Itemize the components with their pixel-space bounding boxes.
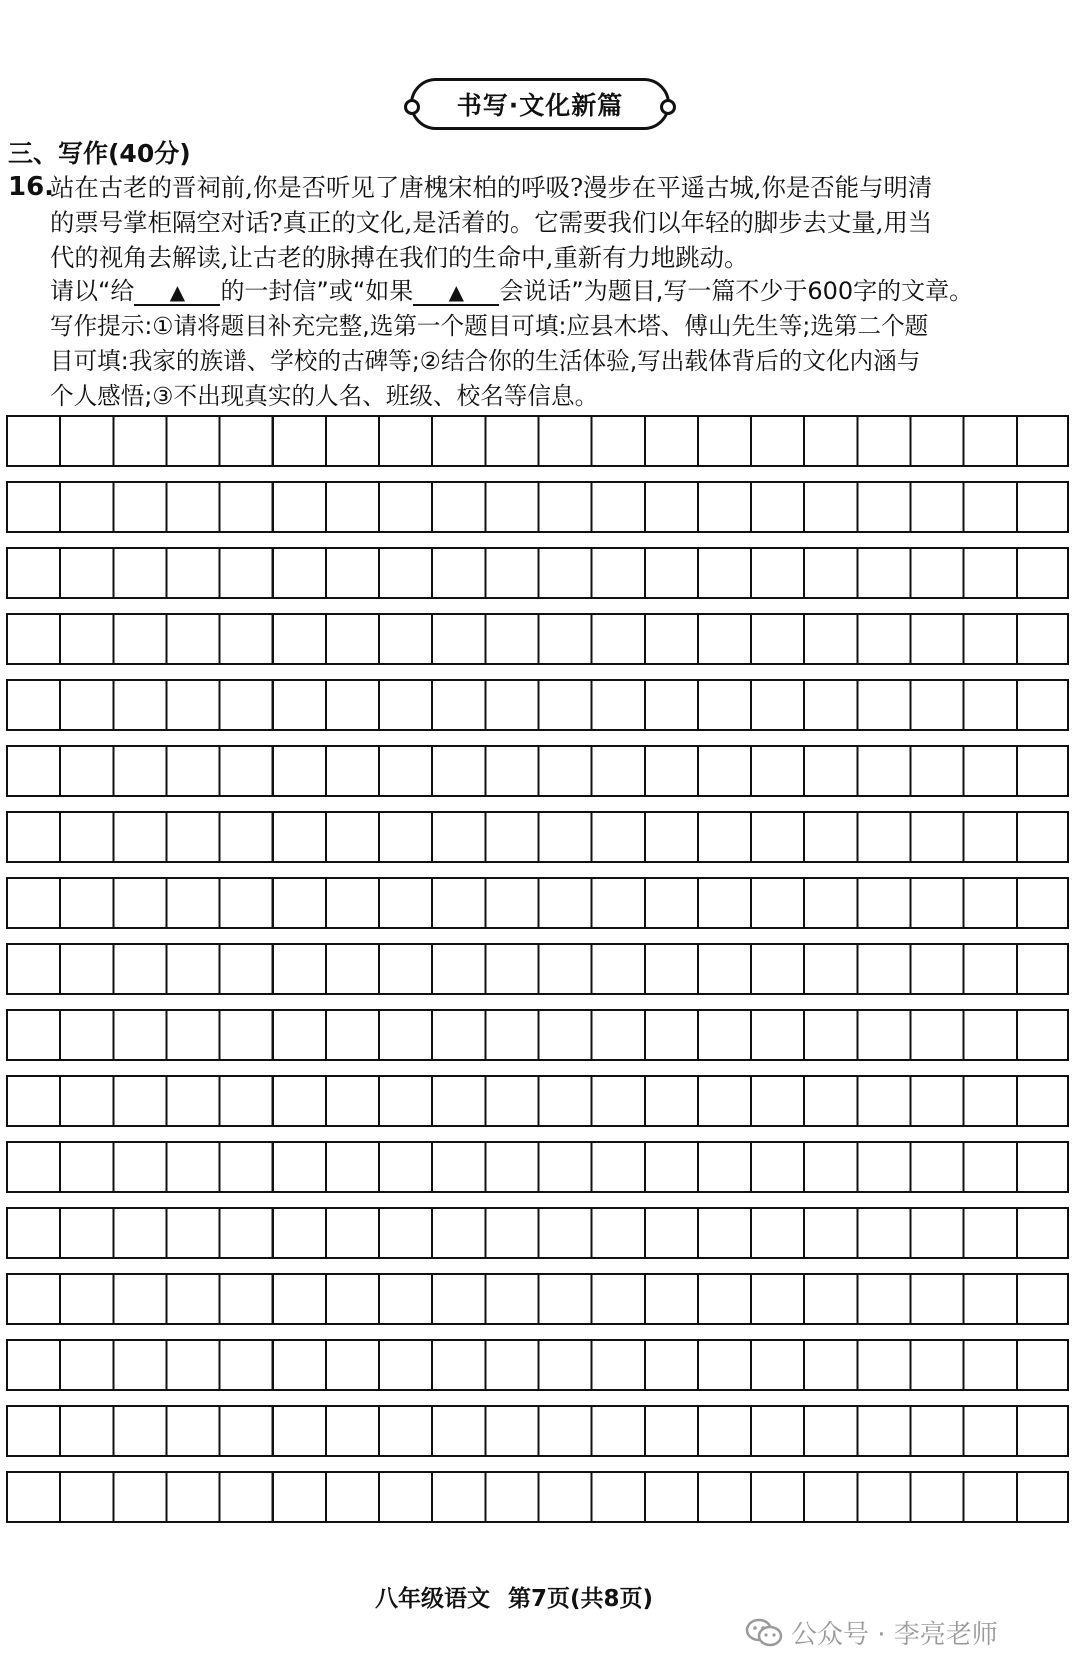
section-title: 三、写作(40分) xyxy=(8,139,191,168)
grid-row[interactable] xyxy=(6,1339,1069,1391)
question-line: 的票号掌柜隔空对话?真正的文化,是活着的。它需要我们以年轻的脚步去丈量,用当 xyxy=(50,208,933,237)
grid-row[interactable] xyxy=(6,679,1069,731)
watermark-text: 公众号 · 李亮老师 xyxy=(791,1620,998,1650)
instruction-part3: 会说话”为题目,写一篇不少于600字的文章。 xyxy=(499,277,974,305)
title-blank-1: ▲ xyxy=(134,280,220,306)
grid-row[interactable] xyxy=(6,415,1069,467)
grid-row[interactable] xyxy=(6,1273,1069,1325)
writing-grid[interactable] xyxy=(6,415,1069,1537)
instruction-part1: 请以“给 xyxy=(50,277,135,305)
grid-row[interactable] xyxy=(6,1471,1069,1523)
question-line: 站在古老的晋祠前,你是否听见了唐槐宋柏的呼吸?漫步在平遥古城,你是否能与明清 xyxy=(50,173,933,202)
tip-line: 目可填:我家的族谱、学校的古碑等;②结合你的生活体验,写出载体背后的文化内涵与 xyxy=(50,347,921,375)
title-blank-2: ▲ xyxy=(413,280,499,306)
section-banner xyxy=(410,78,670,130)
question-text xyxy=(50,170,1070,275)
grid-row[interactable] xyxy=(6,1009,1069,1061)
writing-tips xyxy=(50,309,1070,414)
tip-line: 写作提示:①请将题目补充完整,选第一个题目可填:应县木塔、傅山先生等;选第二个题 xyxy=(50,312,929,340)
grid-row[interactable] xyxy=(6,613,1069,665)
page-footer: 八年级语文 第7页(共8页) xyxy=(375,1586,654,1612)
question-number: 16. xyxy=(8,172,55,202)
grid-row[interactable] xyxy=(6,547,1069,599)
watermark xyxy=(745,1614,998,1651)
grid-row[interactable] xyxy=(6,1141,1069,1193)
grid-row[interactable] xyxy=(6,1075,1069,1127)
tip-line: 个人感悟;③不出现真实的人名、班级、校名等信息。 xyxy=(50,382,599,410)
grid-row[interactable] xyxy=(6,1207,1069,1259)
grid-row[interactable] xyxy=(6,811,1069,863)
writing-instruction xyxy=(50,274,1070,309)
banner-title: 书写·文化新篇 xyxy=(456,91,624,120)
grid-row[interactable] xyxy=(6,481,1069,533)
grid-row[interactable] xyxy=(6,877,1069,929)
grid-row[interactable] xyxy=(6,1405,1069,1457)
question-line: 代的视角去解读,让古老的脉搏在我们的生命中,重新有力地跳动。 xyxy=(50,243,749,272)
wechat-icon xyxy=(745,1618,783,1648)
grid-row[interactable] xyxy=(6,943,1069,995)
instruction-part2: 的一封信”或“如果 xyxy=(220,277,414,305)
grid-row[interactable] xyxy=(6,745,1069,797)
